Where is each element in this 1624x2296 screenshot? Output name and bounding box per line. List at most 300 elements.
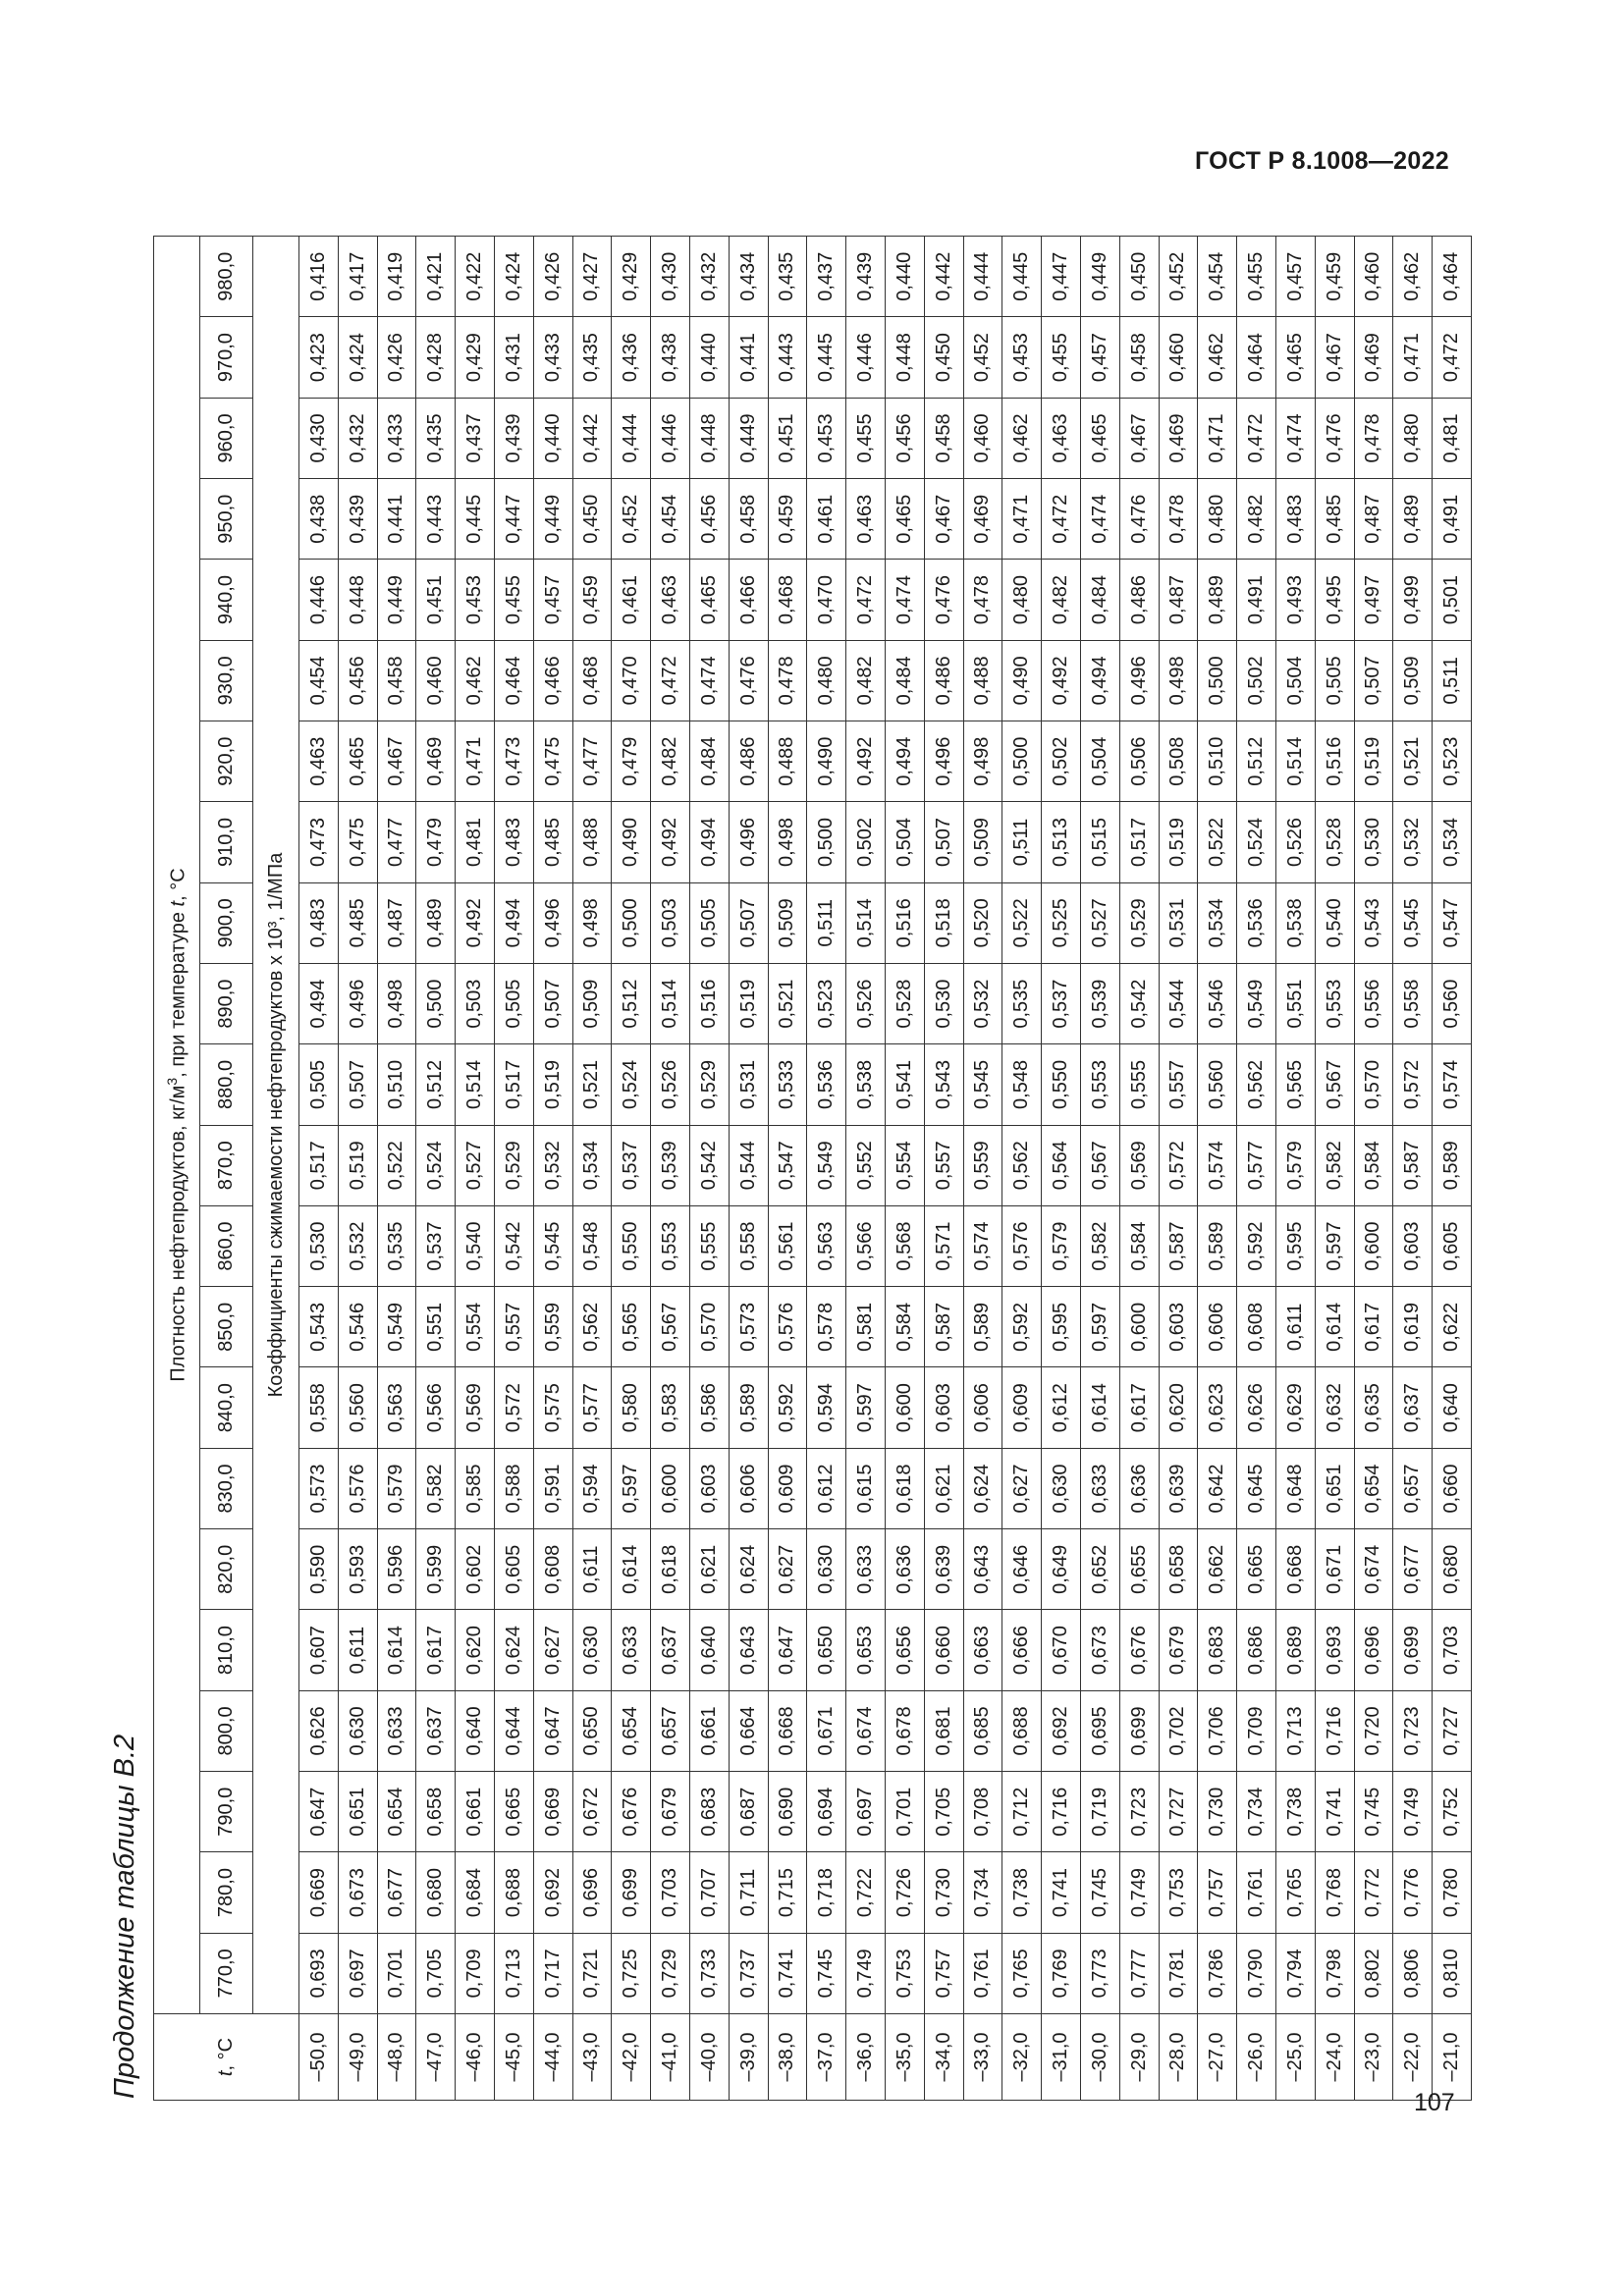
- coefficient-cell: 0,548: [1002, 1044, 1042, 1125]
- coefficient-cell: 0,503: [651, 882, 690, 963]
- coefficient-cell: 0,433: [377, 398, 416, 478]
- coefficient-cell: 0,773: [1080, 1933, 1119, 2013]
- coefficient-cell: 0,475: [338, 802, 377, 882]
- coefficient-cell: 0,627: [1002, 1448, 1042, 1528]
- table-row: [1002, 237, 1042, 2101]
- coefficient-cell: 0,526: [651, 1044, 690, 1125]
- coefficient-cell: 0,438: [651, 317, 690, 398]
- coefficient-cell: 0,615: [846, 1448, 886, 1528]
- coefficient-cell: 0,463: [651, 560, 690, 640]
- density-header-cell: 860,0: [200, 1205, 253, 1286]
- coefficient-cell: 0,699: [1119, 1690, 1159, 1771]
- coefficient-cell: 0,557: [1159, 1044, 1198, 1125]
- coefficient-cell: 0,550: [612, 1205, 651, 1286]
- coefficient-cell: 0,587: [1393, 1125, 1433, 1205]
- coefficient-cell: 0,517: [494, 1044, 533, 1125]
- coefficient-cell: 0,457: [533, 560, 572, 640]
- coefficient-cell: 0,749: [1119, 1852, 1159, 1933]
- coefficient-cell: 0,577: [1237, 1125, 1276, 1205]
- coefficient-cell: 0,679: [651, 1772, 690, 1852]
- coefficient-cell: 0,539: [651, 1125, 690, 1205]
- coefficient-cell: 0,611: [338, 1610, 377, 1690]
- coefficient-cell: 0,562: [1002, 1125, 1042, 1205]
- temperature-cell: –29,0: [1119, 2014, 1159, 2101]
- coefficient-cell: 0,505: [494, 963, 533, 1043]
- coefficient-cell: 0,597: [1080, 1287, 1119, 1367]
- temperature-cell: –39,0: [729, 2014, 768, 2101]
- coefficient-cell: 0,426: [377, 317, 416, 398]
- coefficient-cell: 0,629: [1275, 1367, 1315, 1448]
- coefficient-cell: 0,443: [416, 479, 456, 560]
- table-body: [299, 237, 1472, 2101]
- coefficient-cell: 0,686: [1237, 1610, 1276, 1690]
- coefficient-cell: 0,515: [1080, 802, 1119, 882]
- coefficient-cell: 0,651: [1315, 1448, 1354, 1528]
- temperature-symbol: t: [215, 2070, 237, 2077]
- coefficient-cell: 0,660: [1433, 1448, 1472, 1528]
- coefficient-cell: 0,730: [924, 1852, 963, 1933]
- coefficient-cell: 0,467: [1119, 398, 1159, 478]
- temperature-cell: –21,0: [1433, 2014, 1472, 2101]
- coefficient-cell: 0,465: [1275, 317, 1315, 398]
- coefficient-cell: 0,441: [729, 317, 768, 398]
- coefficient-cell: 0,440: [533, 398, 572, 478]
- coefficient-cell: 0,584: [1354, 1125, 1393, 1205]
- coefficient-cell: 0,489: [1198, 560, 1237, 640]
- coefficient-cell: 0,538: [846, 1044, 886, 1125]
- table-container: [153, 236, 1472, 2101]
- coefficient-cell: 0,511: [1433, 640, 1472, 721]
- coefficient-cell: 0,473: [299, 802, 339, 882]
- coefficient-cell: 0,476: [924, 560, 963, 640]
- coefficient-cell: 0,464: [1237, 317, 1276, 398]
- table-row: [807, 237, 846, 2101]
- coefficient-cell: 0,567: [1080, 1125, 1119, 1205]
- coefficient-cell: 0,519: [1354, 721, 1393, 802]
- coefficient-cell: 0,569: [1119, 1125, 1159, 1205]
- coefficient-cell: 0,508: [1159, 721, 1198, 802]
- coefficient-cell: 0,680: [416, 1852, 456, 1933]
- coefficient-cell: 0,681: [924, 1690, 963, 1771]
- coefficient-cell: 0,469: [1159, 398, 1198, 478]
- coefficient-cell: 0,448: [885, 317, 924, 398]
- coefficient-cell: 0,523: [807, 963, 846, 1043]
- coefficient-cell: 0,627: [533, 1610, 572, 1690]
- coefficient-cell: 0,660: [924, 1610, 963, 1690]
- coefficient-cell: 0,538: [1275, 882, 1315, 963]
- coefficient-cell: 0,496: [924, 721, 963, 802]
- coefficient-cell: 0,507: [1354, 640, 1393, 721]
- coefficient-cell: 0,637: [416, 1690, 456, 1771]
- coefficient-cell: 0,522: [1002, 882, 1042, 963]
- coefficient-cell: 0,467: [1315, 317, 1354, 398]
- coefficient-cell: 0,454: [1198, 237, 1237, 317]
- coefficient-cell: 0,470: [807, 560, 846, 640]
- coefficient-cell: 0,572: [1393, 1044, 1433, 1125]
- coefficient-cell: 0,540: [1315, 882, 1354, 963]
- coefficient-cell: 0,465: [338, 721, 377, 802]
- coefficient-cell: 0,609: [768, 1448, 807, 1528]
- coefficient-cell: 0,668: [768, 1690, 807, 1771]
- coefficient-cell: 0,576: [768, 1287, 807, 1367]
- coefficient-cell: 0,517: [1119, 802, 1159, 882]
- coefficient-cell: 0,521: [768, 963, 807, 1043]
- coefficient-cell: 0,757: [924, 1933, 963, 2013]
- coefficient-cell: 0,453: [456, 560, 495, 640]
- coefficient-cell: 0,522: [377, 1125, 416, 1205]
- coefficient-cell: 0,504: [885, 802, 924, 882]
- coefficient-cell: 0,450: [572, 479, 612, 560]
- coefficient-cell: 0,549: [377, 1287, 416, 1367]
- coefficient-cell: 0,576: [1002, 1205, 1042, 1286]
- temperature-cell: –23,0: [1354, 2014, 1393, 2101]
- coefficient-cell: 0,452: [1159, 237, 1198, 317]
- coefficient-cell: 0,496: [729, 802, 768, 882]
- coefficient-cell: 0,592: [768, 1367, 807, 1448]
- coefficient-cell: 0,474: [885, 560, 924, 640]
- coefficient-cell: 0,419: [377, 237, 416, 317]
- coefficient-cell: 0,432: [689, 237, 729, 317]
- density-header-cell: 820,0: [200, 1529, 253, 1610]
- coefficient-cell: 0,485: [1315, 479, 1354, 560]
- coefficient-cell: 0,592: [1237, 1205, 1276, 1286]
- coefficient-cell: 0,579: [1042, 1205, 1081, 1286]
- temperature-cell: –41,0: [651, 2014, 690, 2101]
- coefficient-cell: 0,661: [456, 1772, 495, 1852]
- coefficient-cell: 0,468: [768, 560, 807, 640]
- coefficient-cell: 0,645: [1237, 1448, 1276, 1528]
- coefficient-cell: 0,706: [1198, 1690, 1237, 1771]
- temperature-cell: –38,0: [768, 2014, 807, 2101]
- coefficient-cell: 0,630: [338, 1690, 377, 1771]
- coefficient-cell: 0,651: [338, 1772, 377, 1852]
- coefficient-cell: 0,643: [963, 1529, 1002, 1610]
- coefficient-cell: 0,524: [612, 1044, 651, 1125]
- coefficient-cell: 0,489: [1393, 479, 1433, 560]
- coefficient-cell: 0,445: [456, 479, 495, 560]
- coefficient-cell: 0,435: [572, 317, 612, 398]
- coefficient-cell: 0,573: [299, 1448, 339, 1528]
- coefficient-cell: 0,687: [729, 1772, 768, 1852]
- coefficient-cell: 0,443: [768, 317, 807, 398]
- coefficient-cell: 0,449: [1080, 237, 1119, 317]
- coefficient-cell: 0,580: [612, 1367, 651, 1448]
- coefficient-cell: 0,719: [1080, 1772, 1119, 1852]
- coefficient-cell: 0,517: [299, 1125, 339, 1205]
- coefficient-cell: 0,514: [456, 1044, 495, 1125]
- coefficient-cell: 0,531: [729, 1044, 768, 1125]
- coefficient-cell: 0,594: [807, 1367, 846, 1448]
- coefficient-cell: 0,561: [768, 1205, 807, 1286]
- coefficient-cell: 0,490: [807, 721, 846, 802]
- coefficient-cell: 0,654: [612, 1690, 651, 1771]
- coefficient-cell: 0,469: [416, 721, 456, 802]
- coefficient-cell: 0,599: [416, 1529, 456, 1610]
- coefficient-cell: 0,553: [651, 1205, 690, 1286]
- coefficient-cell: 0,545: [1393, 882, 1433, 963]
- coefficient-cell: 0,666: [1002, 1610, 1042, 1690]
- coefficient-cell: 0,494: [1080, 640, 1119, 721]
- table-row: [1237, 237, 1276, 2101]
- coefficient-cell: 0,480: [1198, 479, 1237, 560]
- coefficient-cell: 0,542: [494, 1205, 533, 1286]
- table-row: [533, 237, 572, 2101]
- coefficient-cell: 0,460: [963, 398, 1002, 478]
- table-row: [377, 237, 416, 2101]
- coefficient-cell: 0,544: [1159, 963, 1198, 1043]
- coefficient-cell: 0,664: [729, 1690, 768, 1771]
- table-caption: Продолжение таблицы В.2: [109, 1734, 140, 2099]
- coefficient-cell: 0,537: [416, 1205, 456, 1286]
- coefficient-cell: 0,458: [1119, 317, 1159, 398]
- table-row: [1042, 237, 1081, 2101]
- coefficient-cell: 0,568: [885, 1205, 924, 1286]
- coefficient-cell: 0,677: [1393, 1529, 1433, 1610]
- coefficient-cell: 0,637: [651, 1610, 690, 1690]
- density-header-cell: 920,0: [200, 721, 253, 802]
- density-header-cell: 850,0: [200, 1287, 253, 1367]
- coefficient-cell: 0,688: [494, 1852, 533, 1933]
- coefficient-cell: 0,553: [1080, 1044, 1119, 1125]
- coefficient-cell: 0,587: [924, 1287, 963, 1367]
- coefficient-cell: 0,505: [689, 882, 729, 963]
- coefficient-cell: 0,600: [1354, 1205, 1393, 1286]
- coefficient-cell: 0,421: [416, 237, 456, 317]
- coefficient-cell: 0,699: [612, 1852, 651, 1933]
- coefficient-cell: 0,614: [612, 1529, 651, 1610]
- coefficient-cell: 0,474: [689, 640, 729, 721]
- coefficient-cell: 0,712: [1002, 1772, 1042, 1852]
- coefficient-cell: 0,428: [416, 317, 456, 398]
- coefficient-cell: 0,674: [1354, 1529, 1393, 1610]
- coefficient-cell: 0,475: [533, 721, 572, 802]
- coefficient-cell: 0,769: [1042, 1933, 1081, 2013]
- coefficient-cell: 0,498: [963, 721, 1002, 802]
- coefficient-cell: 0,465: [1080, 398, 1119, 478]
- coefficient-cell: 0,432: [338, 398, 377, 478]
- coefficient-cell: 0,424: [338, 317, 377, 398]
- coefficient-cell: 0,463: [1042, 398, 1081, 478]
- coefficient-cell: 0,482: [846, 640, 886, 721]
- coefficient-cell: 0,476: [729, 640, 768, 721]
- coefficient-cell: 0,723: [1119, 1772, 1159, 1852]
- coefficient-cell: 0,516: [1315, 721, 1354, 802]
- coefficient-cell: 0,446: [299, 560, 339, 640]
- coefficient-cell: 0,542: [1119, 963, 1159, 1043]
- coefficient-cell: 0,574: [963, 1205, 1002, 1286]
- coefficient-cell: 0,780: [1433, 1852, 1472, 1933]
- coefficient-cell: 0,483: [299, 882, 339, 963]
- coefficient-cell: 0,624: [963, 1448, 1002, 1528]
- coefficient-cell: 0,472: [651, 640, 690, 721]
- coefficient-cell: 0,677: [377, 1852, 416, 1933]
- coefficient-cell: 0,738: [1002, 1852, 1042, 1933]
- coefficient-cell: 0,597: [612, 1448, 651, 1528]
- coefficient-cell: 0,535: [377, 1205, 416, 1286]
- coefficient-cell: 0,462: [1198, 317, 1237, 398]
- coefficient-cell: 0,429: [612, 237, 651, 317]
- coefficient-cell: 0,623: [1198, 1367, 1237, 1448]
- coefficient-cell: 0,520: [963, 882, 1002, 963]
- coefficient-cell: 0,560: [1433, 963, 1472, 1043]
- coefficient-cell: 0,504: [1080, 721, 1119, 802]
- coefficient-cell: 0,490: [612, 802, 651, 882]
- temperature-cell: –26,0: [1237, 2014, 1276, 2101]
- coefficient-cell: 0,543: [299, 1287, 339, 1367]
- coefficient-cell: 0,528: [1315, 802, 1354, 882]
- coefficient-cell: 0,694: [807, 1772, 846, 1852]
- coefficient-cell: 0,676: [1119, 1610, 1159, 1690]
- coefficient-cell: 0,741: [1042, 1852, 1081, 1933]
- coefficient-cell: 0,630: [572, 1610, 612, 1690]
- coefficient-cell: 0,603: [1393, 1205, 1433, 1286]
- table-row: [1119, 237, 1159, 2101]
- coefficient-cell: 0,591: [533, 1448, 572, 1528]
- coefficient-cell: 0,661: [689, 1690, 729, 1771]
- coefficient-cell: 0,449: [729, 398, 768, 478]
- coefficient-cell: 0,662: [1198, 1529, 1237, 1610]
- coefficient-cell: 0,431: [494, 317, 533, 398]
- coefficient-cell: 0,521: [1393, 721, 1433, 802]
- coefficient-cell: 0,556: [1354, 963, 1393, 1043]
- coefficient-cell: 0,483: [1275, 479, 1315, 560]
- coefficient-cell: 0,439: [846, 237, 886, 317]
- coefficient-cell: 0,761: [1237, 1852, 1276, 1933]
- coefficient-cell: 0,668: [1275, 1529, 1315, 1610]
- coefficient-cell: 0,512: [612, 963, 651, 1043]
- coefficient-cell: 0,449: [533, 479, 572, 560]
- coefficient-cell: 0,620: [1159, 1367, 1198, 1448]
- coefficient-cell: 0,550: [1042, 1044, 1081, 1125]
- coefficient-cell: 0,685: [963, 1690, 1002, 1771]
- coefficient-cell: 0,545: [963, 1044, 1002, 1125]
- coefficient-cell: 0,635: [1354, 1367, 1393, 1448]
- coefficient-cell: 0,713: [1275, 1690, 1315, 1771]
- coefficient-cell: 0,696: [572, 1852, 612, 1933]
- coefficient-cell: 0,589: [1433, 1125, 1472, 1205]
- coefficient-cell: 0,693: [1315, 1610, 1354, 1690]
- coefficient-cell: 0,487: [1354, 479, 1393, 560]
- coefficient-cell: 0,570: [689, 1287, 729, 1367]
- coefficient-cell: 0,545: [533, 1205, 572, 1286]
- coefficient-cell: 0,572: [1159, 1125, 1198, 1205]
- density-header-row: [200, 237, 253, 2101]
- coefficient-cell: 0,566: [416, 1367, 456, 1448]
- coefficient-cell: 0,509: [1393, 640, 1433, 721]
- coefficient-cell: 0,502: [1042, 721, 1081, 802]
- coefficient-cell: 0,521: [572, 1044, 612, 1125]
- coefficient-cell: 0,498: [572, 882, 612, 963]
- coefficient-cell: 0,646: [1002, 1529, 1042, 1610]
- coefficient-cell: 0,576: [338, 1448, 377, 1528]
- coefficient-cell: 0,514: [651, 963, 690, 1043]
- coefficient-cell: 0,574: [1433, 1044, 1472, 1125]
- coefficient-cell: 0,529: [1119, 882, 1159, 963]
- coefficient-cell: 0,573: [729, 1287, 768, 1367]
- coefficient-cell: 0,547: [1433, 882, 1472, 963]
- coefficient-cell: 0,456: [885, 398, 924, 478]
- coefficient-cell: 0,466: [533, 640, 572, 721]
- coefficient-cell: 0,519: [338, 1125, 377, 1205]
- table-row: [1393, 237, 1433, 2101]
- coefficient-cell: 0,496: [533, 882, 572, 963]
- coefficient-cell: 0,462: [456, 640, 495, 721]
- table-row: [494, 237, 533, 2101]
- coefficient-cell: 0,451: [416, 560, 456, 640]
- density-header-cell: 780,0: [200, 1852, 253, 1933]
- coefficient-cell: 0,558: [299, 1367, 339, 1448]
- coefficient-cell: 0,478: [963, 560, 1002, 640]
- coefficient-cell: 0,478: [768, 640, 807, 721]
- coefficient-cell: 0,737: [729, 1933, 768, 2013]
- coefficient-cell: 0,650: [572, 1690, 612, 1771]
- coefficient-cell: 0,657: [651, 1690, 690, 1771]
- table-row: [1080, 237, 1119, 2101]
- coefficient-cell: 0,589: [963, 1287, 1002, 1367]
- coefficient-cell: 0,470: [612, 640, 651, 721]
- coefficient-cell: 0,510: [377, 1044, 416, 1125]
- coefficient-cell: 0,768: [1315, 1852, 1354, 1933]
- coefficient-cell: 0,544: [729, 1125, 768, 1205]
- coefficient-cell: 0,600: [1119, 1287, 1159, 1367]
- coefficient-cell: 0,514: [1275, 721, 1315, 802]
- coefficient-cell: 0,621: [924, 1448, 963, 1528]
- coefficient-cell: 0,436: [612, 317, 651, 398]
- coefficient-cell: 0,586: [689, 1367, 729, 1448]
- coefficient-cell: 0,456: [338, 640, 377, 721]
- coefficient-cell: 0,633: [1080, 1448, 1119, 1528]
- coefficient-cell: 0,705: [416, 1933, 456, 2013]
- coefficient-cell: 0,498: [768, 802, 807, 882]
- coefficient-cell: 0,496: [1119, 640, 1159, 721]
- coefficient-cell: 0,510: [1198, 721, 1237, 802]
- coefficient-cell: 0,765: [1002, 1933, 1042, 2013]
- table-row: [846, 237, 886, 2101]
- coefficient-cell: 0,532: [338, 1205, 377, 1286]
- coefficient-cell: 0,642: [1198, 1448, 1237, 1528]
- coefficient-cell: 0,513: [1042, 802, 1081, 882]
- coefficient-cell: 0,562: [1237, 1044, 1276, 1125]
- coefficient-cell: 0,727: [1433, 1690, 1472, 1771]
- coefficient-cell: 0,582: [1315, 1125, 1354, 1205]
- coefficient-cell: 0,690: [768, 1772, 807, 1852]
- coefficient-cell: 0,462: [1393, 237, 1433, 317]
- coefficient-cell: 0,526: [1275, 802, 1315, 882]
- coefficient-cell: 0,440: [689, 317, 729, 398]
- coefficient-cell: 0,518: [924, 882, 963, 963]
- coefficient-cell: 0,606: [963, 1367, 1002, 1448]
- coefficient-cell: 0,430: [651, 237, 690, 317]
- coefficient-cell: 0,589: [729, 1367, 768, 1448]
- table-row: [1354, 237, 1393, 2101]
- coefficient-cell: 0,579: [377, 1448, 416, 1528]
- density-header-cell: 800,0: [200, 1690, 253, 1771]
- coefficient-cell: 0,692: [533, 1852, 572, 1933]
- coefficient-cell: 0,458: [729, 479, 768, 560]
- coefficient-cell: 0,469: [963, 479, 1002, 560]
- document-code: ГОСТ Р 8.1008—2022: [1194, 147, 1449, 175]
- coefficient-cell: 0,633: [846, 1529, 886, 1610]
- coefficient-cell: 0,506: [1119, 721, 1159, 802]
- coefficient-cell: 0,447: [494, 479, 533, 560]
- coefficient-cell: 0,462: [1002, 398, 1042, 478]
- coefficient-cell: 0,781: [1159, 1933, 1198, 2013]
- coefficient-cell: 0,582: [416, 1448, 456, 1528]
- coefficient-cell: 0,459: [768, 479, 807, 560]
- coefficient-cell: 0,794: [1275, 1933, 1315, 2013]
- coefficient-cell: 0,647: [533, 1690, 572, 1771]
- coefficient-cell: 0,609: [1002, 1367, 1042, 1448]
